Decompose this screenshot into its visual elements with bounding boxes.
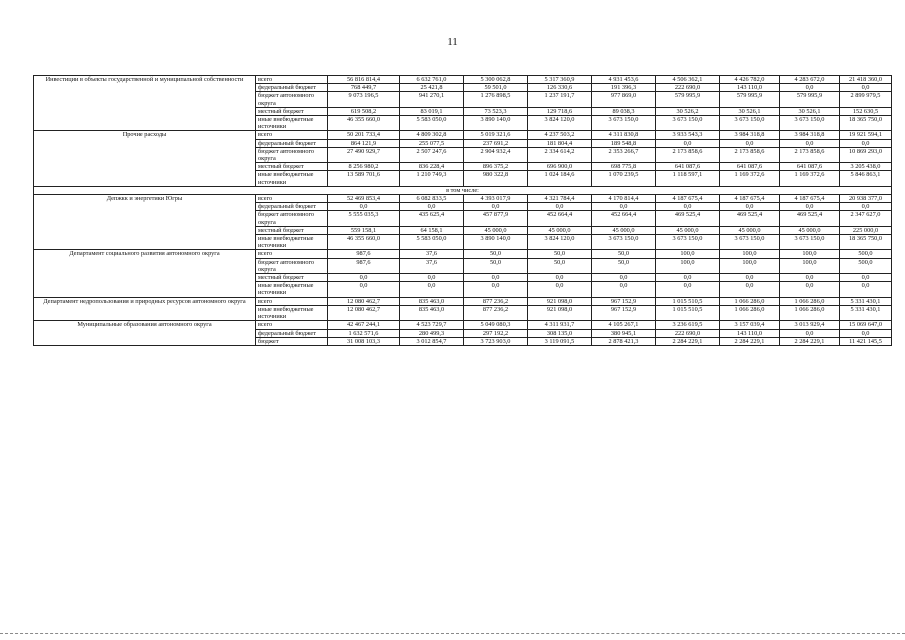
value-cell: 5 583 050,0 (400, 116, 464, 131)
value-cell: 0,0 (464, 282, 528, 297)
funding-source-cell: местный бюджет (256, 274, 328, 282)
value-cell: 0,0 (592, 274, 656, 282)
row-group-label: Прочие расходы (34, 131, 256, 186)
value-cell: 129 718,6 (528, 107, 592, 115)
value-cell: 52 469 853,4 (328, 195, 400, 203)
value-cell: 5 049 080,3 (464, 321, 528, 329)
value-cell: 864 121,9 (328, 139, 400, 147)
value-cell: 1 024 184,6 (528, 171, 592, 186)
value-cell: 100,0 (720, 258, 780, 273)
value-cell: 12 080 462,7 (328, 305, 400, 320)
funding-source-cell: федеральный бюджет (256, 84, 328, 92)
value-cell: 2 284 229,1 (780, 337, 840, 345)
value-cell: 977 869,0 (592, 92, 656, 107)
funding-source-cell: иные внебюджетные источники (256, 282, 328, 297)
value-cell: 877 236,2 (464, 297, 528, 305)
value-cell: 15 069 647,0 (840, 321, 892, 329)
value-cell: 18 365 750,0 (840, 116, 892, 131)
row-group-label: Инвестиции в объекты государственной и муниципальной собственности (34, 76, 256, 131)
row-group-label: Департамент социального развития автономного округа (34, 250, 256, 297)
value-cell: 835 463,0 (400, 297, 464, 305)
value-cell: 0,0 (464, 203, 528, 211)
value-cell: 1 015 510,5 (656, 305, 720, 320)
funding-source-cell: бюджет автономного округа (256, 92, 328, 107)
value-cell: 0,0 (400, 203, 464, 211)
value-cell: 0,0 (464, 274, 528, 282)
funding-source-cell: федеральный бюджет (256, 139, 328, 147)
value-cell: 100,0 (656, 258, 720, 273)
value-cell: 4 426 782,0 (720, 76, 780, 84)
value-cell: 37,6 (400, 250, 464, 258)
value-cell: 452 664,4 (528, 211, 592, 226)
value-cell: 13 589 701,6 (328, 171, 400, 186)
value-cell: 836 228,4 (400, 163, 464, 171)
funding-source-cell: федеральный бюджет (256, 203, 328, 211)
value-cell: 3 933 543,3 (656, 131, 720, 139)
value-cell: 50 201 733,4 (328, 131, 400, 139)
value-cell: 921 098,0 (528, 305, 592, 320)
value-cell: 0,0 (328, 282, 400, 297)
section-heading: в том числе: (34, 186, 892, 194)
value-cell: 1 066 286,0 (780, 305, 840, 320)
value-cell: 255 077,5 (400, 139, 464, 147)
value-cell: 143 110,0 (720, 329, 780, 337)
value-cell: 1 237 191,7 (528, 92, 592, 107)
value-cell: 579 995,9 (780, 92, 840, 107)
value-cell: 3 673 150,0 (720, 235, 780, 250)
funding-source-cell: всего (256, 131, 328, 139)
value-cell: 0,0 (840, 282, 892, 297)
value-cell: 237 691,2 (464, 139, 528, 147)
funding-source-cell: бюджет автономного округа (256, 258, 328, 273)
value-cell: 0,0 (840, 274, 892, 282)
funding-source-cell: иные внебюджетные источники (256, 171, 328, 186)
value-cell: 987,6 (328, 250, 400, 258)
value-cell: 967 152,9 (592, 297, 656, 305)
value-cell: 2 899 979,5 (840, 92, 892, 107)
value-cell: 4 506 362,1 (656, 76, 720, 84)
value-cell: 5 331 430,1 (840, 297, 892, 305)
value-cell: 3 673 150,0 (592, 235, 656, 250)
value-cell: 980 322,8 (464, 171, 528, 186)
value-cell: 3 673 150,0 (780, 235, 840, 250)
value-cell: 4 170 814,4 (592, 195, 656, 203)
value-cell: 4 283 672,0 (780, 76, 840, 84)
value-cell: 50,0 (464, 258, 528, 273)
value-cell: 0,0 (780, 282, 840, 297)
value-cell: 967 152,9 (592, 305, 656, 320)
value-cell: 10 869 293,0 (840, 147, 892, 162)
value-cell: 46 355 660,0 (328, 235, 400, 250)
value-cell: 4 237 503,2 (528, 131, 592, 139)
row-group-label: Депжкк и энергетики Югры (34, 195, 256, 250)
value-cell: 280 499,3 (400, 329, 464, 337)
value-cell: 222 690,0 (656, 329, 720, 337)
value-cell: 83 019,1 (400, 107, 464, 115)
value-cell: 1 276 898,5 (464, 92, 528, 107)
table-body (34, 76, 892, 346)
funding-source-cell: местный бюджет (256, 107, 328, 115)
value-cell: 3 984 318,8 (780, 131, 840, 139)
value-cell: 2 353 266,7 (592, 147, 656, 162)
value-cell: 641 087,6 (780, 163, 840, 171)
value-cell: 0,0 (328, 274, 400, 282)
value-cell: 3 119 091,5 (528, 337, 592, 345)
value-cell: 42 467 244,1 (328, 321, 400, 329)
value-cell: 12 080 462,7 (328, 297, 400, 305)
value-cell: 2 173 858,6 (656, 147, 720, 162)
value-cell: 768 449,7 (328, 84, 400, 92)
funding-source-cell: местный бюджет (256, 163, 328, 171)
value-cell: 0,0 (840, 329, 892, 337)
value-cell: 696 900,0 (528, 163, 592, 171)
value-cell: 2 878 421,3 (592, 337, 656, 345)
value-cell: 5 331 430,1 (840, 305, 892, 320)
value-cell: 1 066 286,0 (780, 297, 840, 305)
table-row (34, 76, 892, 84)
value-cell: 0,0 (720, 203, 780, 211)
value-cell: 0,0 (400, 282, 464, 297)
table-row (34, 250, 892, 258)
value-cell: 0,0 (592, 282, 656, 297)
funding-source-cell: иные внебюджетные источники (256, 116, 328, 131)
value-cell: 5 019 321,6 (464, 131, 528, 139)
section-heading-row (34, 186, 892, 194)
value-cell: 3 673 150,0 (780, 116, 840, 131)
value-cell: 100,0 (780, 258, 840, 273)
funding-source-cell: иные внебюджетные источники (256, 305, 328, 320)
value-cell: 181 804,4 (528, 139, 592, 147)
value-cell: 1 118 597,1 (656, 171, 720, 186)
value-cell: 6 632 761,0 (400, 76, 464, 84)
funding-source-cell: всего (256, 297, 328, 305)
value-cell: 0,0 (720, 139, 780, 147)
funding-source-cell: бюджет автономного округа (256, 211, 328, 226)
value-cell: 30 526,1 (720, 107, 780, 115)
value-cell: 579 995,9 (720, 92, 780, 107)
value-cell: 0,0 (780, 84, 840, 92)
value-cell: 2 284 229,1 (720, 337, 780, 345)
value-cell: 100,0 (656, 250, 720, 258)
value-cell: 2 173 858,6 (780, 147, 840, 162)
value-cell: 30 526,1 (780, 107, 840, 115)
value-cell: 4 809 302,8 (400, 131, 464, 139)
value-cell: 0,0 (840, 139, 892, 147)
value-cell: 579 995,9 (656, 92, 720, 107)
value-cell: 0,0 (656, 203, 720, 211)
value-cell: 45 000,0 (528, 226, 592, 234)
value-cell: 50,0 (592, 250, 656, 258)
value-cell: 619 508,2 (328, 107, 400, 115)
value-cell: 73 523,3 (464, 107, 528, 115)
value-cell: 0,0 (592, 203, 656, 211)
value-cell: 189 548,8 (592, 139, 656, 147)
value-cell: 9 073 196,5 (328, 92, 400, 107)
value-cell: 46 355 660,0 (328, 116, 400, 131)
value-cell: 50,0 (464, 250, 528, 258)
value-cell: 380 945,1 (592, 329, 656, 337)
row-group-label: Департамент недропользования и природных ресурсов автономного округа (34, 297, 256, 321)
value-cell: 469 525,4 (780, 211, 840, 226)
value-cell: 11 421 145,5 (840, 337, 892, 345)
value-cell: 45 000,0 (592, 226, 656, 234)
value-cell: 5 300 062,8 (464, 76, 528, 84)
value-cell: 89 038,3 (592, 107, 656, 115)
value-cell: 4 393 017,9 (464, 195, 528, 203)
value-cell: 1 169 372,6 (720, 171, 780, 186)
value-cell: 308 135,0 (528, 329, 592, 337)
funding-source-cell: федеральный бюджет (256, 329, 328, 337)
value-cell: 31 008 103,3 (328, 337, 400, 345)
funding-source-cell: всего (256, 195, 328, 203)
value-cell: 143 110,0 (720, 84, 780, 92)
funding-source-cell: всего (256, 321, 328, 329)
value-cell: 835 463,0 (400, 305, 464, 320)
value-cell: 8 256 980,2 (328, 163, 400, 171)
value-cell: 500,0 (840, 250, 892, 258)
value-cell: 877 236,2 (464, 305, 528, 320)
value-cell: 18 365 750,0 (840, 235, 892, 250)
row-group-label: Муниципальные образования автономного округа (34, 321, 256, 346)
value-cell: 0,0 (528, 282, 592, 297)
value-cell: 4 187 675,4 (780, 195, 840, 203)
value-cell: 1 066 286,0 (720, 305, 780, 320)
value-cell: 1 015 510,5 (656, 297, 720, 305)
value-cell: 3 723 903,0 (464, 337, 528, 345)
value-cell: 1 070 239,5 (592, 171, 656, 186)
value-cell: 3 984 318,8 (720, 131, 780, 139)
funding-source-cell: бюджет (256, 337, 328, 345)
value-cell: 45 000,0 (720, 226, 780, 234)
value-cell: 896 375,2 (464, 163, 528, 171)
budget-table (33, 75, 892, 346)
value-cell: 0,0 (780, 274, 840, 282)
value-cell: 3 890 140,0 (464, 235, 528, 250)
value-cell: 559 158,1 (328, 226, 400, 234)
table-row (34, 195, 892, 203)
value-cell: 3 236 619,5 (656, 321, 720, 329)
value-cell: 4 523 729,7 (400, 321, 464, 329)
funding-source-cell: бюджет автономного округа (256, 147, 328, 162)
value-cell: 45 000,0 (464, 226, 528, 234)
value-cell: 191 396,3 (592, 84, 656, 92)
value-cell: 5 317 360,9 (528, 76, 592, 84)
value-cell: 59 501,0 (464, 84, 528, 92)
value-cell: 941 270,1 (400, 92, 464, 107)
value-cell: 0,0 (656, 274, 720, 282)
value-cell: 2 173 858,6 (720, 147, 780, 162)
value-cell: 50,0 (528, 250, 592, 258)
value-cell: 2 284 229,1 (656, 337, 720, 345)
value-cell: 2 904 932,4 (464, 147, 528, 162)
value-cell: 3 673 150,0 (592, 116, 656, 131)
value-cell: 3 824 120,0 (528, 116, 592, 131)
value-cell: 4 311 830,8 (592, 131, 656, 139)
table-row (34, 297, 892, 305)
value-cell: 6 082 833,5 (400, 195, 464, 203)
value-cell: 0,0 (656, 139, 720, 147)
value-cell: 2 334 614,2 (528, 147, 592, 162)
value-cell: 25 421,8 (400, 84, 464, 92)
value-cell: 0,0 (328, 203, 400, 211)
value-cell: 1 210 749,3 (400, 171, 464, 186)
value-cell: 3 012 854,7 (400, 337, 464, 345)
value-cell: 641 087,6 (656, 163, 720, 171)
value-cell: 435 625,4 (400, 211, 464, 226)
value-cell: 1 169 372,6 (780, 171, 840, 186)
value-cell: 0,0 (780, 139, 840, 147)
value-cell: 3 673 150,0 (656, 116, 720, 131)
value-cell: 126 330,6 (528, 84, 592, 92)
value-cell: 0,0 (720, 274, 780, 282)
value-cell: 4 187 675,4 (720, 195, 780, 203)
value-cell: 45 000,0 (656, 226, 720, 234)
value-cell: 5 846 863,1 (840, 171, 892, 186)
value-cell: 45 000,0 (780, 226, 840, 234)
value-cell: 222 690,0 (656, 84, 720, 92)
value-cell: 641 087,6 (720, 163, 780, 171)
value-cell: 4 931 453,6 (592, 76, 656, 84)
value-cell: 500,0 (840, 258, 892, 273)
value-cell: 921 098,0 (528, 297, 592, 305)
value-cell: 3 673 150,0 (720, 116, 780, 131)
value-cell: 3 013 929,4 (780, 321, 840, 329)
value-cell: 21 418 360,0 (840, 76, 892, 84)
value-cell: 3 205 438,0 (840, 163, 892, 171)
value-cell: 987,6 (328, 258, 400, 273)
value-cell: 698 775,8 (592, 163, 656, 171)
value-cell: 2 347 627,0 (840, 211, 892, 226)
value-cell: 4 187 675,4 (656, 195, 720, 203)
value-cell: 5 583 050,0 (400, 235, 464, 250)
value-cell: 0,0 (656, 282, 720, 297)
value-cell: 50,0 (528, 258, 592, 273)
page-number: 11 (447, 36, 458, 48)
value-cell: 452 664,4 (592, 211, 656, 226)
value-cell: 100,0 (780, 250, 840, 258)
value-cell: 20 938 377,0 (840, 195, 892, 203)
funding-source-cell: всего (256, 250, 328, 258)
funding-source-cell: иные внебюджетные источники (256, 235, 328, 250)
value-cell: 0,0 (780, 203, 840, 211)
value-cell: 0,0 (400, 274, 464, 282)
value-cell: 50,0 (592, 258, 656, 273)
value-cell: 297 192,2 (464, 329, 528, 337)
funding-source-cell: всего (256, 76, 328, 84)
value-cell: 0,0 (840, 84, 892, 92)
value-cell: 5 555 035,3 (328, 211, 400, 226)
value-cell: 225 000,0 (840, 226, 892, 234)
value-cell: 457 877,9 (464, 211, 528, 226)
table-row (34, 321, 892, 329)
value-cell: 100,0 (720, 250, 780, 258)
value-cell: 469 525,4 (720, 211, 780, 226)
value-cell: 4 311 931,7 (528, 321, 592, 329)
value-cell: 64 158,1 (400, 226, 464, 234)
value-cell: 0,0 (780, 329, 840, 337)
value-cell: 27 490 929,7 (328, 147, 400, 162)
value-cell: 0,0 (528, 274, 592, 282)
value-cell: 1 066 286,0 (720, 297, 780, 305)
value-cell: 469 525,4 (656, 211, 720, 226)
value-cell: 3 157 039,4 (720, 321, 780, 329)
value-cell: 3 824 120,0 (528, 235, 592, 250)
value-cell: 0,0 (840, 203, 892, 211)
value-cell: 37,6 (400, 258, 464, 273)
value-cell: 3 890 140,0 (464, 116, 528, 131)
funding-source-cell: местный бюджет (256, 226, 328, 234)
value-cell: 56 816 814,4 (328, 76, 400, 84)
value-cell: 30 526,2 (656, 107, 720, 115)
value-cell: 0,0 (720, 282, 780, 297)
value-cell: 19 921 594,1 (840, 131, 892, 139)
value-cell: 4 321 784,4 (528, 195, 592, 203)
value-cell: 1 632 571,6 (328, 329, 400, 337)
value-cell: 3 673 150,0 (656, 235, 720, 250)
value-cell: 152 630,5 (840, 107, 892, 115)
value-cell: 4 105 267,1 (592, 321, 656, 329)
value-cell: 2 507 247,6 (400, 147, 464, 162)
value-cell: 0,0 (528, 203, 592, 211)
scan-edge-line (0, 632, 905, 634)
table-row (34, 131, 892, 139)
